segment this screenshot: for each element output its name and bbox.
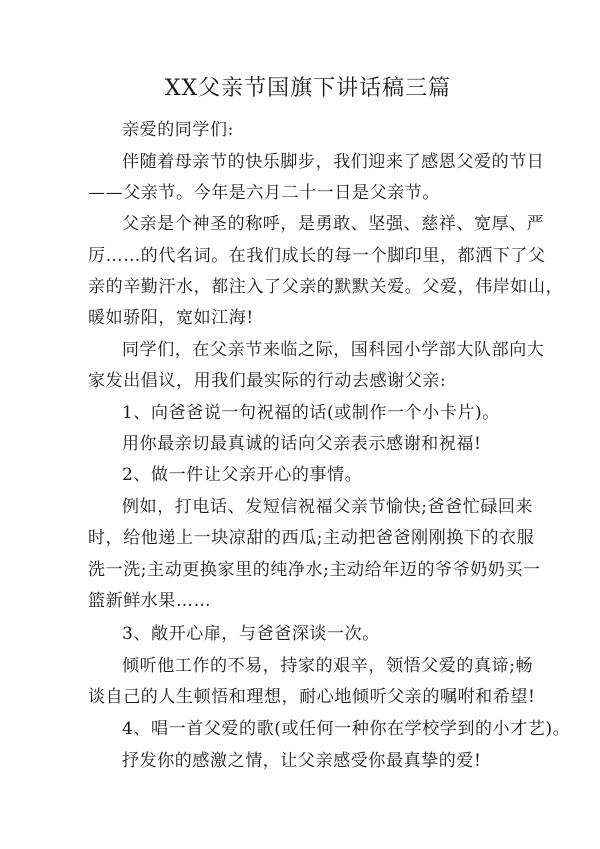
paragraph-line: 父亲是个神圣的称呼，是勇敢、坚强、慈祥、宽厚、严 xyxy=(122,214,545,234)
paragraph-line: 洗一洗;主动更换家里的纯净水;主动给年迈的爷爷奶奶买一 xyxy=(88,560,541,580)
paragraph-line: 谈自己的人生顿悟和理想，耐心地倾听父亲的嘱咐和希望! xyxy=(88,687,536,707)
paragraph-line: 倾听他工作的不易，持家的艰辛，领悟父爱的真谛;畅 xyxy=(122,656,534,676)
paragraph-line: 3、敞开心扉，与爸爸深谈一次。 xyxy=(122,624,380,644)
document-title: XX父亲节国旗下讲话稿三篇 xyxy=(164,76,452,101)
paragraph-line: 时，给他递上一块凉甜的西瓜;主动把爸爸刚刚换下的衣服 xyxy=(88,528,535,548)
paragraph-line: 家发出倡议，用我们最实际的行动去感谢父亲: xyxy=(88,371,447,391)
paragraph-line: 4、唱一首父爱的歌(或任何一种你在学校学到的小才艺)。 xyxy=(122,719,571,739)
paragraph-line: 厉……的代名词。在我们成长的每一个脚印里，都洒下了父 xyxy=(88,246,546,266)
paragraph-line: 伴随着母亲节的快乐脚步，我们迎来了感恩父爱的节日 xyxy=(122,152,545,172)
paragraph-line: 篮新鲜水果…… xyxy=(88,591,212,611)
paragraph-line: 亲爱的同学们: xyxy=(122,120,234,140)
paragraph-line: ——父亲节。今年是六月二十一日是父亲节。 xyxy=(88,183,440,203)
paragraph-line: 同学们，在父亲节来临之际，国科园小学部大队部向大 xyxy=(122,340,545,360)
paragraph-line: 2、做一件让父亲开心的事情。 xyxy=(122,465,363,485)
paragraph-line: 1、向爸爸说一句祝福的话(或制作一个小卡片)。 xyxy=(122,403,500,423)
paragraph-line: 亲的辛勤汗水，都注入了父亲的默默关爱。父爱，伟岸如山， xyxy=(88,277,564,297)
paragraph-line: 抒发你的感激之情，让父亲感受你最真挚的爱! xyxy=(122,751,482,771)
paragraph-line: 暖如骄阳，宽如江海! xyxy=(88,308,254,328)
paragraph-line: 例如，打电话、发短信祝福父亲节愉快;爸爸忙碌回来 xyxy=(122,497,534,517)
paragraph-line: 用你最亲切最真诚的话向父亲表示感谢和祝福! xyxy=(122,434,482,454)
